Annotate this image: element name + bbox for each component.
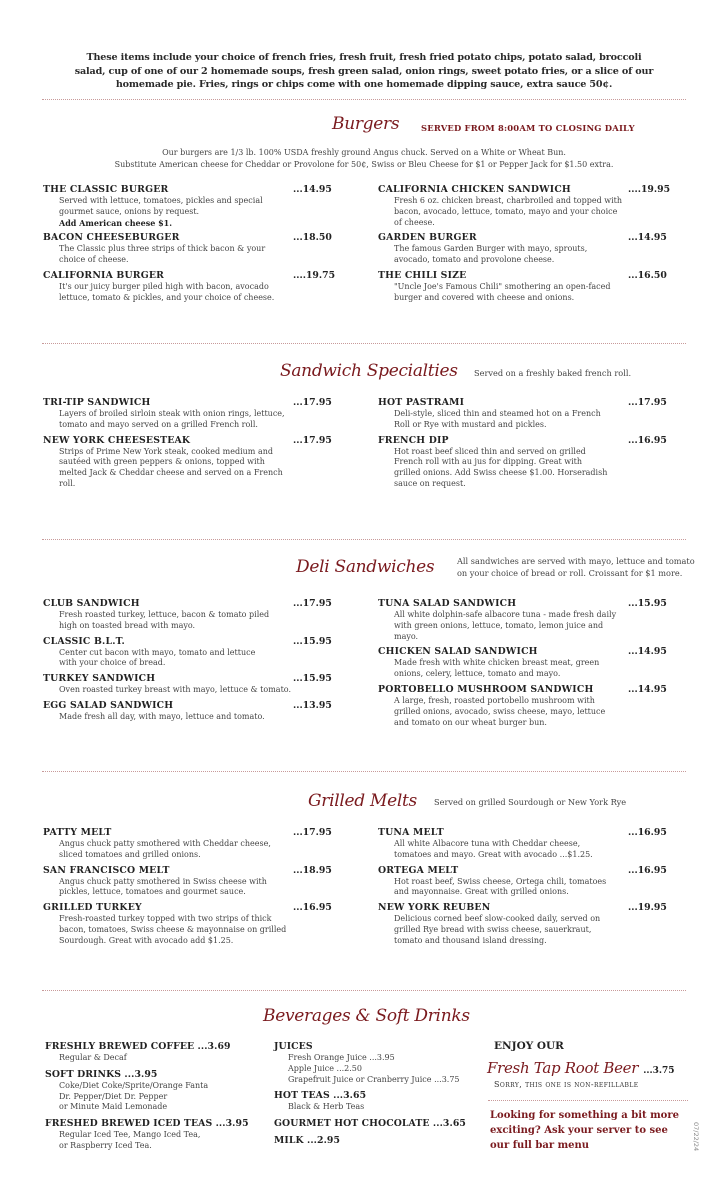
burgers-note-1: Our burgers are 1/3 lb. 100% USDA freshly ground Angus chuck. Served on a White or Wheat Bun. bbox=[162, 148, 566, 157]
menu-item bbox=[378, 435, 688, 490]
menu-item bbox=[43, 827, 333, 861]
menu-item bbox=[43, 636, 333, 670]
item-name: TUNA SALAD SANDWICH bbox=[378, 598, 517, 609]
beverage-item bbox=[274, 1135, 484, 1147]
item-price: ...16.95 bbox=[293, 902, 332, 914]
beverage-detail: Regular Iced Tee, Mango Iced Tea, bbox=[59, 1130, 201, 1140]
beverage-name: SOFT DRINKS ...3.95 bbox=[45, 1068, 158, 1080]
item-name: TURKEY SANDWICH bbox=[43, 673, 156, 685]
section-title-burgers: Burgers bbox=[332, 114, 400, 134]
item-description: Served with lettuce, tomatoes, pickles and special gourmet sauce, onions by request. bbox=[59, 196, 263, 216]
item-name: FRENCH DIP bbox=[378, 434, 449, 446]
root-beer-feature bbox=[487, 1058, 675, 1077]
item-price: ...16.95 bbox=[628, 864, 667, 876]
beverages-column-1 bbox=[45, 1041, 265, 1157]
root-beer-price: ...3.75 bbox=[643, 1066, 675, 1076]
item-description: Made fresh with white chicken breast meat, green onions, celery, lettuce, tomato and mayo. bbox=[394, 658, 600, 679]
menu-item bbox=[43, 435, 333, 490]
enjoy-our-label: ENJOY OUR bbox=[494, 1040, 564, 1052]
melts-right-column bbox=[378, 827, 688, 951]
melts-left-column bbox=[43, 827, 333, 951]
beverage-detail: or Minute Maid Lemonade bbox=[59, 1102, 168, 1112]
sandwich-specialties-left-column bbox=[43, 397, 333, 494]
menu-item bbox=[43, 232, 333, 266]
menu-item bbox=[43, 397, 333, 431]
item-name: GRILLED TURKEY bbox=[43, 902, 142, 914]
item-name: EGG SALAD SANDWICH bbox=[43, 699, 174, 711]
beverage-detail: or Raspberry Iced Tea. bbox=[59, 1140, 152, 1150]
burgers-note-2: Substitute American cheese for Cheddar or Provolone for 50¢, Swiss or Bleu Cheese for $1 or Pepper Jack for $1.50 extra. bbox=[114, 160, 614, 169]
menu-item bbox=[378, 827, 688, 861]
date-code: 07/22/24 bbox=[692, 1122, 700, 1152]
item-price: ...17.95 bbox=[628, 397, 667, 408]
deli-sandwiches-note: All sandwiches are served with mayo, lettuce and tomato on your choice of bread or roll. Croissant for $1 more. bbox=[457, 556, 695, 578]
item-name: NEW YORK CHEESESTEAK bbox=[43, 434, 191, 446]
item-name: CLUB SANDWICH bbox=[43, 598, 140, 609]
beverage-detail: Fresh Orange Juice ...3.95 bbox=[288, 1053, 395, 1062]
beverage-detail: Regular & Decaf bbox=[59, 1053, 127, 1062]
beverage-item bbox=[274, 1090, 484, 1113]
item-price: ...16.95 bbox=[628, 827, 667, 838]
section-divider bbox=[42, 99, 686, 100]
menu-item bbox=[378, 646, 688, 680]
item-price: ...13.95 bbox=[293, 699, 332, 711]
item-description: Hot roast beef sliced thin and served on grilled French roll with au jus for dipping. Great with grilled onions. Add Swiss cheese $1.00. Horseradish sauce on request. bbox=[394, 446, 608, 488]
menu-item bbox=[378, 397, 688, 431]
item-price: ...15.95 bbox=[628, 598, 667, 609]
menu-item bbox=[378, 865, 688, 899]
item-description: Fresh roasted turkey, lettuce, bacon & tomato piled high on toasted bread with mayo. bbox=[59, 610, 270, 630]
beverage-item bbox=[274, 1118, 484, 1130]
item-name: CLASSIC B.L.T. bbox=[43, 635, 125, 647]
intro-note: These items include your choice of french fries, fresh fruit, fresh fried potato chips, potato salad, broccoli salad, cup of one of our 2 homemade soups, fresh green salad, onion rings, sweet potato fries, or a slice of our homemade pie. Fries, rings or chips come with one homemade dipping sauce, extra sauce 50¢. bbox=[74, 52, 654, 90]
menu-item bbox=[378, 232, 688, 266]
item-description: Oven roasted turkey breast with mayo, lettuce & tomato. bbox=[59, 685, 291, 695]
item-description: Fresh-roasted turkey topped with two strips of thick bacon, tomatoes, Swiss cheese & mayonnaise on grilled Sourdough. Great with avocado add $1.25. bbox=[59, 914, 287, 945]
beverages-column-2 bbox=[274, 1041, 484, 1152]
section-title-beverages: Beverages & Soft Drinks bbox=[263, 1006, 470, 1026]
item-description: A large, fresh, roasted portobello mushroom with grilled onions, avocado, swiss cheese, mayo, lettuce and tomato on our wheat burger bun. bbox=[394, 695, 606, 727]
item-price: ...18.95 bbox=[293, 864, 332, 876]
beverage-name: JUICES bbox=[274, 1041, 313, 1052]
menu-item bbox=[378, 270, 688, 304]
item-price: ...17.95 bbox=[293, 827, 332, 838]
item-name: TRI-TIP SANDWICH bbox=[43, 397, 151, 408]
item-extra: Add American cheese $1. bbox=[59, 217, 173, 228]
item-description: Made fresh all day, with mayo, lettuce and tomato. bbox=[59, 711, 265, 721]
item-price: ...15.95 bbox=[293, 673, 332, 685]
section-divider bbox=[42, 539, 686, 540]
sandwich-specialties-right-column bbox=[378, 397, 688, 494]
item-name: THE CLASSIC BURGER bbox=[43, 184, 169, 195]
beverage-name: FRESHLY BREWED COFFEE ...3.69 bbox=[45, 1041, 231, 1052]
menu-item bbox=[378, 598, 688, 642]
item-name: CHICKEN SALAD SANDWICH bbox=[378, 646, 538, 658]
beverage-item bbox=[274, 1041, 484, 1085]
item-price: ...17.95 bbox=[293, 598, 332, 609]
beverage-detail: Black & Herb Teas bbox=[288, 1102, 365, 1112]
item-description: Fresh 6 oz. chicken breast, charbroiled and topped with bacon, avocado, lettuce, tomato, mayo and your choice of cheese. bbox=[394, 196, 622, 227]
item-description: It's our juicy burger piled high with bacon, avocado lettuce, tomato & pickles, and your choice of cheese. bbox=[59, 281, 275, 302]
item-price: ...16.95 bbox=[628, 434, 667, 446]
item-price: ...17.95 bbox=[293, 397, 332, 408]
item-name: NEW YORK REUBEN bbox=[378, 902, 491, 914]
item-description: The famous Garden Burger with mayo, sprouts, avocado, tomato and provolone cheese. bbox=[394, 244, 588, 265]
burgers-right-column bbox=[378, 184, 688, 308]
item-name: GARDEN BURGER bbox=[378, 232, 477, 244]
menu-item bbox=[43, 184, 333, 228]
menu-item bbox=[43, 673, 333, 696]
menu-item bbox=[378, 684, 688, 728]
item-price: ...14.95 bbox=[293, 184, 332, 195]
item-description: The Classic plus three strips of thick bacon & your choice of cheese. bbox=[59, 244, 266, 265]
item-price: ...17.95 bbox=[293, 434, 332, 446]
item-description: Strips of Prime New York steak, cooked medium and sautéed with green peppers & onions, topped with melted Jack & Cheddar cheese and served on a French roll. bbox=[59, 446, 283, 488]
root-beer-name: Fresh Tap Root Beer bbox=[487, 1059, 639, 1077]
item-description: Angus chuck patty smothered with Cheddar cheese, sliced tomatoes and grilled onions. bbox=[59, 839, 271, 859]
deli-left-column bbox=[43, 598, 333, 727]
item-name: TUNA MELT bbox=[378, 827, 444, 838]
section-divider bbox=[42, 343, 686, 344]
item-name: CALIFORNIA BURGER bbox=[43, 269, 165, 281]
menu-item bbox=[378, 902, 688, 946]
item-name: THE CHILI SIZE bbox=[378, 269, 467, 281]
item-name: CALIFORNIA CHICKEN SANDWICH bbox=[378, 184, 571, 195]
menu-item bbox=[43, 269, 336, 304]
item-price: ...15.95 bbox=[293, 635, 332, 647]
section-divider bbox=[42, 771, 686, 772]
menu-item bbox=[43, 865, 333, 899]
item-description: Delicious corned beef slow-cooked daily, served on grilled Rye bread with swiss cheese, sauerkraut, tomato and thousand island dressing. bbox=[394, 914, 601, 945]
item-description: All white dolphin-safe albacore tuna - made fresh daily with green onions, lettuce, tomato, lemon juice and mayo. bbox=[394, 610, 617, 641]
item-name: HOT PASTRAMI bbox=[378, 397, 465, 408]
non-refillable-note: Sorry, this one is non-refillable bbox=[494, 1080, 639, 1089]
beverage-detail: Grapefruit Juice or Cranberry Juice ...3.75 bbox=[288, 1074, 460, 1084]
menu-item bbox=[43, 700, 333, 723]
item-description: Center cut bacon with mayo, tomato and lettuce with your choice of bread. bbox=[59, 647, 256, 668]
beverage-item bbox=[45, 1041, 265, 1064]
beverage-item bbox=[45, 1118, 265, 1152]
burgers-served-hours: SERVED FROM 8:00AM TO CLOSING DAILY bbox=[421, 123, 635, 133]
beverage-detail: Dr. Pepper/Diet Dr. Pepper bbox=[59, 1091, 168, 1101]
menu-item bbox=[43, 598, 333, 632]
item-price: ...14.95 bbox=[628, 683, 667, 695]
item-price: ...16.50 bbox=[628, 269, 667, 281]
grilled-melts-note: Served on grilled Sourdough or New York Rye bbox=[434, 797, 627, 807]
beverage-name: HOT TEAS ...3.65 bbox=[274, 1090, 367, 1102]
item-description: "Uncle Joe's Famous Chili" smothering an open-faced burger and covered with cheese and onions. bbox=[394, 281, 611, 302]
beverage-name: FRESHED BREWED ICED TEAS ...3.95 bbox=[45, 1118, 249, 1130]
section-title-deli-sandwiches: Deli Sandwiches bbox=[296, 557, 435, 577]
bar-menu-note: Looking for something a bit more exciting? Ask your server to see our full bar menu bbox=[490, 1110, 679, 1151]
beverage-item bbox=[45, 1069, 265, 1113]
sandwich-specialties-note: Served on a freshly baked french roll. bbox=[474, 368, 632, 378]
section-title-grilled-melts: Grilled Melts bbox=[308, 791, 417, 811]
item-description: Hot roast beef, Swiss cheese, Ortega chili, tomatoes and mayonnaise. Great with grilled onions. bbox=[394, 876, 607, 897]
item-name: PORTOBELLO MUSHROOM SANDWICH bbox=[378, 683, 594, 695]
beverage-name: GOURMET HOT CHOCOLATE ...3.65 bbox=[274, 1118, 466, 1130]
item-price: ....19.95 bbox=[628, 184, 671, 195]
item-price: ...14.95 bbox=[628, 646, 667, 658]
beverage-detail: Coke/Diet Coke/Sprite/Orange Fanta bbox=[59, 1080, 209, 1090]
item-price: ...18.50 bbox=[293, 232, 332, 244]
item-price: ....19.75 bbox=[293, 269, 336, 281]
item-name: SAN FRANCISCO MELT bbox=[43, 864, 170, 876]
deli-right-column bbox=[378, 598, 688, 732]
item-description: Layers of broiled sirloin steak with onion rings, lettuce, tomato and mayo served on a grilled French roll. bbox=[59, 409, 285, 429]
item-name: BACON CHEESEBURGER bbox=[43, 232, 180, 244]
item-name: PATTY MELT bbox=[43, 827, 112, 838]
burgers-left-column bbox=[43, 184, 336, 308]
menu-item bbox=[43, 902, 333, 946]
section-divider bbox=[488, 1100, 688, 1101]
item-description: All white Albacore tuna with Cheddar cheese, tomatoes and mayo. Great with avocado ...$1.25. bbox=[394, 839, 593, 859]
section-title-sandwich-specialties: Sandwich Specialties bbox=[280, 361, 458, 381]
item-price: ...14.95 bbox=[628, 232, 667, 244]
item-description: Deli-style, sliced thin and steamed hot on a French Roll or Rye with mustard and pickles. bbox=[394, 409, 601, 429]
section-divider bbox=[42, 990, 686, 991]
item-description: Angus chuck patty smothered in Swiss cheese with pickles, lettuce, tomatoes and gourmet sauce. bbox=[59, 876, 267, 897]
beverage-detail: Apple Juice ...2.50 bbox=[288, 1063, 362, 1073]
menu-item bbox=[378, 184, 688, 228]
beverage-name: MILK ...2.95 bbox=[274, 1135, 341, 1147]
item-price: ...19.95 bbox=[628, 902, 667, 914]
item-name: ORTEGA MELT bbox=[378, 864, 459, 876]
